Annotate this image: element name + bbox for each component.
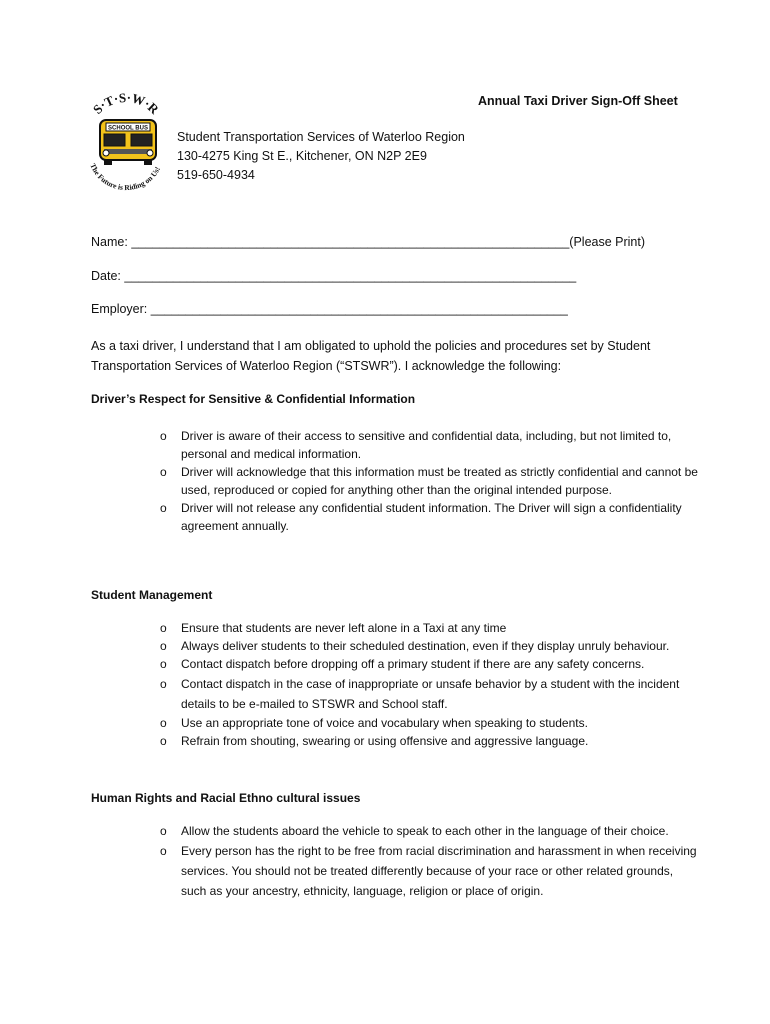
- list-item: o Every person has the right to be free from racial discrimination and harassment in when receiving services. You should not be treated differently because of your race or other related grounds, such as your ancestry, ethnicity, language, religion or place of origin.: [181, 841, 701, 901]
- list-item: o Use an appropriate tone of voice and vocabulary when speaking to students.: [181, 715, 701, 732]
- employer-field[interactable]: [91, 302, 568, 316]
- name-line[interactable]: _______________________________________________________________: [131, 235, 570, 249]
- date-line[interactable]: _________________________________________________________________: [124, 269, 577, 283]
- organization-block: [177, 128, 465, 185]
- name-suffix: (Please Print): [569, 235, 646, 249]
- human-rights-list: [181, 821, 701, 901]
- svg-text:The Future is Riding on Us!: [88, 162, 162, 192]
- student-management-list: [181, 620, 701, 751]
- list-item: o Contact dispatch in the case of inappropriate or unsafe behavior by a student with the incident details to be e-mailed to STSWR and School staff.: [181, 674, 701, 714]
- list-item: o Driver will acknowledge that this information must be treated as strictly confidential and cannot be used, reproduced or copied for anything other than the original intended purpose.: [181, 463, 701, 499]
- list-item: o Driver is aware of their access to sensitive and confidential data, including, but not limited to, personal and medical information.: [181, 427, 701, 463]
- human-rights-heading: Human Rights and Racial Ethno cultural issues: [91, 791, 361, 805]
- logo-bus-label: SCHOOL BUS: [108, 125, 148, 132]
- logo-motto: The Future is Riding on Us!: [88, 161, 163, 193]
- svg-text:S·T·S·W·R: [90, 92, 163, 117]
- intro-paragraph: As a taxi driver, I understand that I am obligated to uphold the policies and procedures set by Student Transportation Services of Waterloo Region (“STSWR”). I acknowledge the following:: [91, 339, 651, 373]
- list-item: o Ensure that students are never left alone in a Taxi at any time: [181, 620, 701, 637]
- name-label: Name:: [91, 235, 128, 249]
- date-field[interactable]: [91, 269, 576, 283]
- employer-label: Employer:: [91, 302, 148, 316]
- date-label: Date:: [91, 269, 121, 283]
- logo-letters: S·T·S·W·R: [89, 92, 162, 117]
- name-field[interactable]: [91, 235, 645, 249]
- list-item: o Always deliver students to their scheduled destination, even if they display unruly behaviour.: [181, 638, 701, 655]
- list-item: o Refrain from shouting, swearing or using offensive and aggressive language.: [181, 733, 701, 750]
- list-item: o Contact dispatch before dropping off a primary student if there are any safety concerns.: [181, 656, 701, 673]
- school-bus-logo-icon: [80, 92, 172, 198]
- list-item: o Driver will not release any confidential student information. The Driver will sign a confidentiality agreement annually.: [181, 499, 701, 535]
- document-title: Annual Taxi Driver Sign-Off Sheet: [478, 94, 678, 108]
- confidential-heading: Driver’s Respect for Sensitive & Confidential Information: [91, 392, 416, 406]
- organization-name: Student Transportation Services of Waterloo Region: [177, 130, 465, 144]
- organization-phone: 519-650-4934: [177, 168, 255, 182]
- list-item: o Allow the students aboard the vehicle to speak to each other in the language of their choice.: [181, 821, 701, 841]
- organization-address: 130-4275 King St E., Kitchener, ON N2P 2E9: [177, 149, 427, 163]
- confidential-list: [181, 427, 701, 535]
- employer-line[interactable]: ____________________________________________________________: [150, 302, 568, 316]
- student-management-heading: Student Management: [91, 588, 213, 602]
- stswr-logo: [80, 92, 172, 198]
